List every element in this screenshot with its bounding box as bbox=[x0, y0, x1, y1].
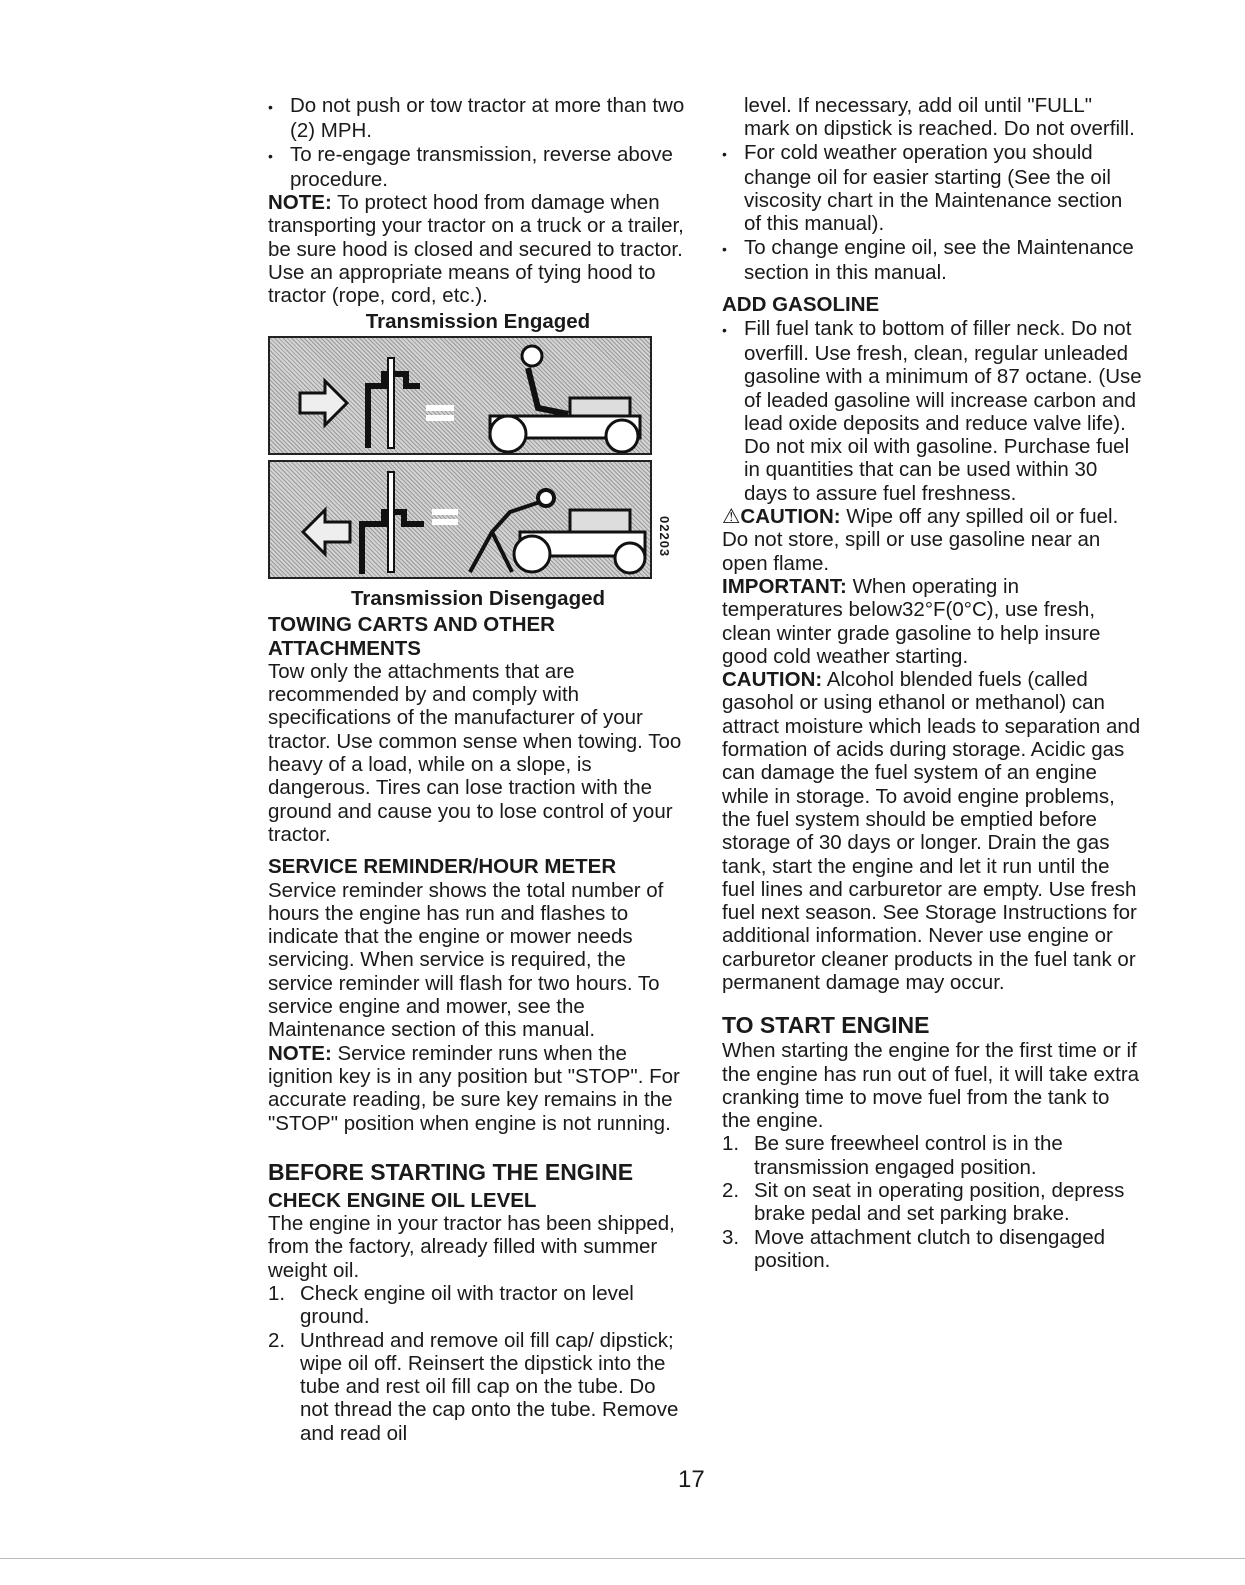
page-bottom-rule bbox=[0, 1558, 1245, 1559]
caption-transmission-engaged: Transmission Engaged bbox=[365, 309, 591, 333]
step-number: 1. bbox=[268, 1281, 286, 1305]
step-text: Unthread and remove oil fill cap/ dipstick; wipe oil off. Reinsert the dipstick into the tube and rest oil fill cap on the tube. Do not thread the cap onto the tube. Remove and read oil bbox=[300, 1328, 679, 1445]
arrow-right-icon bbox=[300, 381, 347, 425]
caution-label-text: CAUTION: bbox=[740, 505, 841, 529]
engaged-illustration bbox=[270, 338, 652, 455]
heading-check-oil: CHECK ENGINE OIL LEVEL bbox=[268, 1188, 537, 1212]
note-service-text: Service reminder runs when the ignition key is in any position but "STOP". For accurate reading, be sure key remains in the "STOP" position when engine is not running. bbox=[268, 1041, 680, 1135]
note-label: NOTE: bbox=[268, 191, 332, 215]
step-number: 2. bbox=[268, 1328, 286, 1352]
heading-before-starting: BEFORE STARTING THE ENGINE bbox=[268, 1158, 634, 1185]
towing-paragraph: Tow only the attachments that are recommended by and comply with specifications of the manufacturer of your tractor. Use common sense when towing. Too heavy of a load, while on a slope, is dangerous. Tires can lose traction with the ground and cause you to lose control of your tractor. bbox=[268, 659, 682, 846]
step-text: Move attachment clutch to disengaged position. bbox=[754, 1225, 1105, 1272]
important-note bbox=[722, 575, 1142, 668]
start-step-1 bbox=[722, 1132, 1142, 1179]
equals-icon bbox=[432, 512, 458, 522]
step-number: 1. bbox=[722, 1132, 740, 1156]
caption-transmission-disengaged: Transmission Disengaged bbox=[350, 586, 606, 610]
engaged-panel bbox=[268, 336, 652, 455]
step-number: 2. bbox=[722, 1179, 740, 1203]
oil-step-2-continued: level. If necessary, add oil until "FULL" mark on dipstick is reached. Do not overfill. bbox=[744, 94, 1135, 141]
right-column bbox=[722, 94, 1142, 1272]
caution-spill bbox=[722, 505, 1142, 575]
arrow-left-icon bbox=[303, 510, 350, 554]
step-number: 3. bbox=[722, 1225, 740, 1249]
oil-paragraph: The engine in your tractor has been shipped, from the factory, already filled with summer weight oil. bbox=[268, 1212, 675, 1282]
start-step-2 bbox=[722, 1179, 1142, 1226]
equals-icon bbox=[426, 408, 454, 418]
note-hood-text: To protect hood from damage when transporting your tractor on a truck or a trailer, be sure hood is closed and secured to tractor. Use an appropriate means of tying hood to tractor (rope, cord, etc.). bbox=[268, 191, 684, 308]
important-text: When operating in temperatures below32°F(0°C), use fresh, clean winter grade gasoline to help insure good cold weather starting. bbox=[722, 574, 1101, 668]
note-service bbox=[268, 1042, 688, 1135]
page-number: 17 bbox=[678, 1466, 705, 1493]
heading-towing: TOWING CARTS AND OTHER ATTACHMENTS bbox=[268, 613, 555, 660]
disengaged-panel bbox=[268, 460, 652, 579]
caution-alcohol-text: Alcohol blended fuels (called gasohol or using ethanol or methanol) can attract moisture which leads to separation and formation of acids during storage. Acidic gas can damage the fuel system of an engine while in storage. To avoid engine problems, the fuel system should be emptied before storage of 30 days or longer. Drain the gas tank, start the engine and let it run until the fuel lines and carburetor are empty. Use fresh fuel next season. See Storage Instructions for additional information. Never use engine or carburetor cleaner products in the fuel tank or permanent damage may occur. bbox=[722, 668, 1141, 994]
heading-add-gasoline: ADD GASOLINE bbox=[722, 293, 880, 317]
step-text: Sit on seat in operating position, depress brake pedal and set parking brake. bbox=[754, 1179, 1125, 1226]
caution-alcohol bbox=[722, 668, 1142, 994]
note-label: NOTE: bbox=[268, 1041, 332, 1065]
transmission-figure bbox=[268, 336, 682, 583]
oil-step-1 bbox=[268, 1282, 688, 1329]
heading-service-reminder: SERVICE REMINDER/HOUR METER bbox=[268, 855, 617, 879]
caution-label bbox=[722, 505, 841, 528]
tractor-icon bbox=[514, 510, 645, 573]
bullet-change-oil: • To change engine oil, see the Maintenance section in this manual. bbox=[722, 236, 1142, 285]
bullet-tow-speed: • Do not push or tow tractor at more than two (2) MPH. bbox=[268, 94, 688, 143]
tractor-icon bbox=[490, 346, 640, 452]
caution-label: CAUTION: bbox=[722, 668, 823, 692]
heading-to-start-engine: TO START ENGINE bbox=[722, 1012, 930, 1039]
oil-step-2 bbox=[268, 1329, 688, 1445]
caution-spill-text: Wipe off any spilled oil or fuel. Do not store, spill or use gasoline near an open flame. bbox=[722, 505, 1119, 575]
left-column bbox=[268, 94, 688, 1445]
figure-code: 02203 bbox=[657, 515, 672, 558]
start-step-3 bbox=[722, 1226, 1142, 1273]
step-text: Check engine oil with tractor on level ground. bbox=[300, 1281, 634, 1329]
bullet-cold-weather: • For cold weather operation you should change oil for easier starting (See the oil viscosity chart in the Maintenance section of this manual). bbox=[722, 141, 1142, 236]
bullet-fill-fuel: • Fill fuel tank to bottom of filler neck. Do not overfill. Use fresh, clean, regular unleaded gasoline with a minimum of 87 octane. (Use of leaded gasoline will increase carbon and lead oxide deposits and reduce valve life). Do not mix oil with gasoline. Purchase fuel in quantities that can be used within 30 days to assure fuel freshness. bbox=[722, 317, 1142, 505]
important-label: IMPORTANT: bbox=[722, 574, 847, 598]
warning-triangle-icon: ⚠ bbox=[722, 505, 741, 529]
bullet-reengage: • To re-engage transmission, reverse above procedure. bbox=[268, 143, 688, 192]
note-hood bbox=[268, 191, 688, 307]
service-paragraph: Service reminder shows the total number of hours the engine has run and flashes to indicate that the engine or mower needs servicing. When service is required, the service reminder will flash for two hours. To service engine and mower, see the Maintenance section of this manual. bbox=[268, 878, 664, 1042]
step-text: Be sure freewheel control is in the transmission engaged position. bbox=[754, 1132, 1063, 1179]
disengaged-illustration bbox=[270, 462, 652, 579]
start-paragraph: When starting the engine for the first time or if the engine has run out of fuel, it will take extra cranking time to move fuel from the tank to the engine. bbox=[722, 1039, 1140, 1133]
